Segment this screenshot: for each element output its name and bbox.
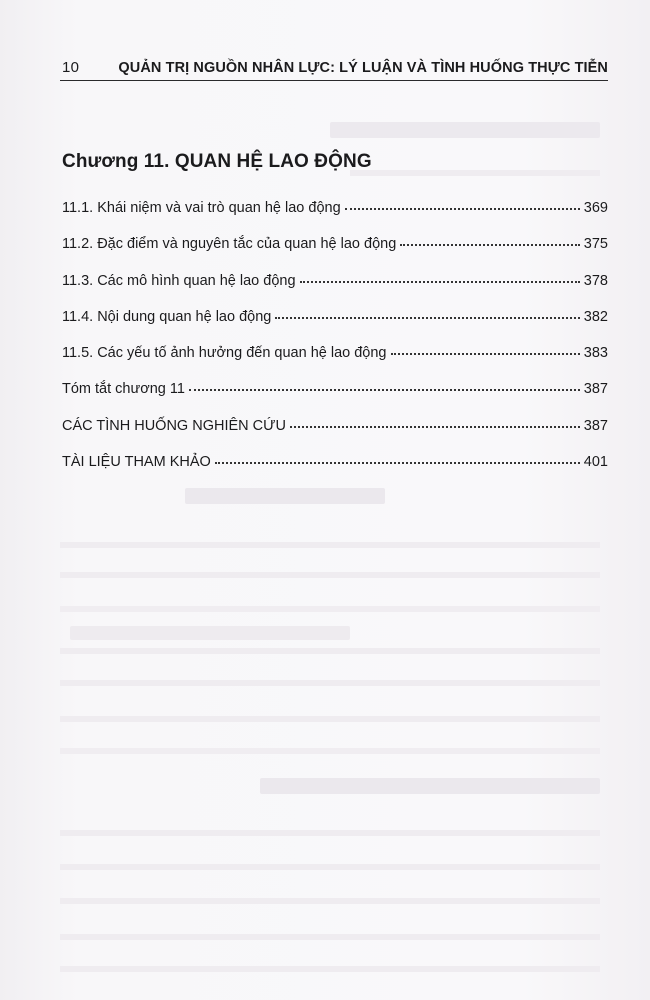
dot-leader bbox=[391, 353, 580, 355]
show-through-line bbox=[60, 716, 600, 722]
show-through-heading bbox=[260, 778, 600, 794]
toc-entry bbox=[62, 236, 608, 272]
show-through-line bbox=[60, 934, 600, 940]
dot-leader bbox=[215, 462, 580, 464]
dot-leader bbox=[275, 317, 579, 319]
toc-entry-page: 378 bbox=[583, 272, 608, 289]
dot-leader bbox=[300, 281, 580, 283]
chapter-title: Chương 11. QUAN HỆ LAO ĐỘNG bbox=[62, 151, 372, 172]
toc-entry-page: 375 bbox=[583, 236, 608, 253]
dot-leader bbox=[189, 389, 580, 391]
toc-entry-label: 11.2. Đặc điểm và nguyên tắc của quan hệ lao động bbox=[62, 236, 397, 253]
running-title: QUẢN TRỊ NGUỒN NHÂN LỰC: LÝ LUẬN VÀ TÌNH HUỐNG THỰC TIỄN bbox=[118, 60, 608, 76]
running-header bbox=[60, 52, 608, 81]
show-through-line bbox=[350, 170, 600, 176]
toc-entry-page: 383 bbox=[583, 345, 608, 362]
dot-leader bbox=[290, 426, 580, 428]
show-through-line bbox=[60, 864, 600, 870]
show-through-line bbox=[60, 830, 600, 836]
show-through-heading bbox=[185, 488, 385, 504]
toc-entry bbox=[62, 200, 608, 236]
show-through-line bbox=[60, 606, 600, 612]
show-through-line bbox=[60, 966, 600, 972]
toc-entry-page: 369 bbox=[583, 200, 608, 216]
toc-entry-label: TÀI LIỆU THAM KHẢO bbox=[62, 454, 211, 471]
show-through-line bbox=[60, 898, 600, 904]
show-through-line bbox=[60, 572, 600, 578]
toc-entry bbox=[62, 454, 608, 490]
toc-entry-page: 387 bbox=[583, 417, 608, 434]
toc-entry bbox=[62, 418, 608, 454]
show-through-line bbox=[60, 680, 600, 686]
page-number: 10 bbox=[62, 59, 80, 76]
dot-leader bbox=[400, 244, 580, 246]
toc-entry-label: 11.5. Các yếu tố ảnh hưởng đến quan hệ lao động bbox=[62, 345, 387, 362]
toc-entry-label: 11.4. Nội dung quan hệ lao động bbox=[62, 308, 272, 325]
show-through-line bbox=[60, 542, 600, 548]
dot-leader bbox=[345, 208, 580, 210]
toc-entry-page: 401 bbox=[583, 454, 608, 471]
toc-entry-page: 387 bbox=[583, 381, 608, 398]
show-through-heading bbox=[70, 626, 350, 640]
show-through-line bbox=[60, 648, 600, 654]
toc-entry bbox=[62, 309, 608, 345]
toc-entry bbox=[62, 273, 608, 309]
toc-entry bbox=[62, 345, 608, 381]
table-of-contents bbox=[62, 200, 608, 490]
show-through-line bbox=[60, 748, 600, 754]
show-through-heading bbox=[330, 122, 600, 138]
toc-entry-label: 11.1. Khái niệm và vai trò quan hệ lao động bbox=[62, 200, 341, 216]
toc-entry-label: CÁC TÌNH HUỐNG NGHIÊN CỨU bbox=[62, 417, 286, 434]
toc-entry-page: 382 bbox=[583, 308, 608, 325]
toc-entry bbox=[62, 381, 608, 417]
toc-entry-label: 11.3. Các mô hình quan hệ lao động bbox=[62, 272, 296, 289]
toc-entry-label: Tóm tắt chương 11 bbox=[62, 381, 185, 398]
